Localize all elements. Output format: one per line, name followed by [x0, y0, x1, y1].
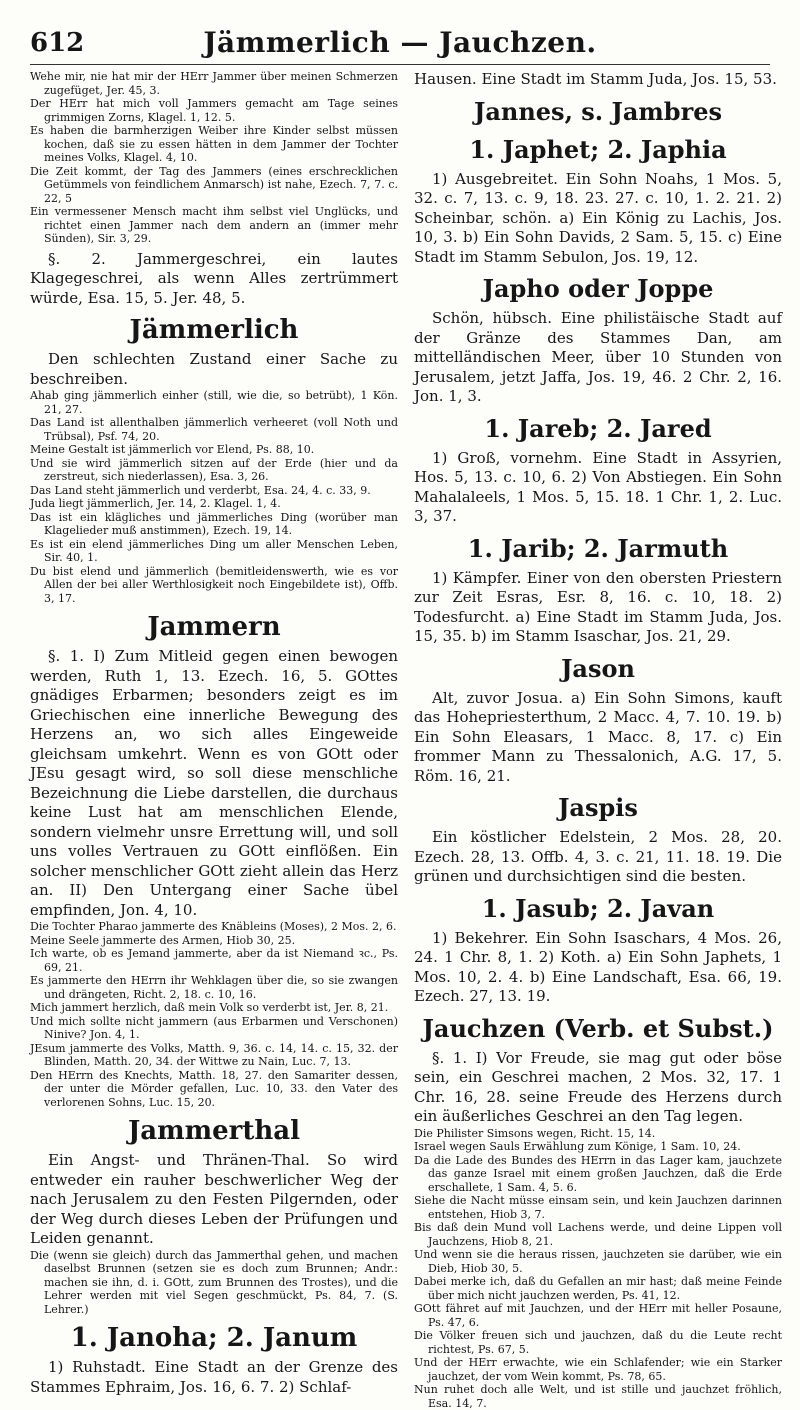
- citation-line: JEsum jammerte des Volks, Matth. 9, 36. c. 14, 14. c. 15, 32. der Blinden, Matth. 20, 34. der Wittwe zu Nain, Luc. 7, 13.: [30, 1042, 398, 1069]
- citation-line: Siehe die Nacht müsse einsam sein, und kein Jauchzen darinnen entstehen, Hiob 3, 7.: [414, 1194, 782, 1221]
- entry-heading-jammern: Jammern: [30, 611, 398, 643]
- entry-paragraph: 1) Kämpfer. Einer von den obersten Priestern zur Zeit Esras, Esr. 8, 16. c. 10, 18. 2) Todesfurcht. a) Eine Stadt im Stamm Juda, Jos. 15, 35. b) im Stamm Isaschar, Jos. 21, 29.: [414, 569, 782, 647]
- citation-line: GOtt fähret auf mit Jauchzen, und der HErr mit heller Posaune, Ps. 47, 6.: [414, 1302, 782, 1329]
- running-title: Jämmerlich — Jauchzen.: [150, 26, 650, 59]
- citation-line: Den HErrn des Knechts, Matth. 18, 27. den Samariter dessen, der unter die Mörder gefallen, Luc. 10, 33. den Vater des verlorenen Sohns, Luc. 15, 20.: [30, 1069, 398, 1110]
- entry-paragraph: 1) Groß, vornehm. Eine Stadt in Assyrien, Hos. 5, 13. c. 10, 6. 2) Von Abstiegen. Ein Sohn Mahalaleels, 1 Mos. 5, 15. 18. 1 Chr. 1, 2. Luc. 3, 37.: [414, 449, 782, 527]
- entry-paragraph: 1) Bekehrer. Ein Sohn Isaschars, 4 Mos. 26, 24. 1 Chr. 8, 1. 2) Koth. a) Ein Sohn Japhets, 1 Mos. 10, 2. 4. b) Eine Landschaft, Esa. 66, 19. Ezech. 27, 13. 19.: [414, 929, 782, 1007]
- entry-paragraph: Alt, zuvor Josua. a) Ein Sohn Simons, kauft das Hohepriesterthum, 2 Macc. 4, 7. 10. 19. b) Ein Sohn Eleasars, 1 Macc. 8, 17. c) Ein frommer Mann zu Thessalonich, A.G. 17, 5. Röm. 16, 21.: [414, 689, 782, 787]
- entry-paragraph: §. 1. I) Zum Mitleid gegen einen bewogen werden, Ruth 1, 13. Ezech. 16, 5. GOttes gnädiges Erbarmen; besonders zeigt es im Griechischen eine innerliche Bewegung des Herzens an, wo sich alles Eingeweide gleichsam umkehrt. Wenn es von GOtt oder JEsu gesagt wird, so soll diese menschliche Bezeichnung die Liebe darstellen, die durchaus keine Lust hat am menschlichen Elende, sondern vielmehr unsre Errettung will, und soll uns volles Vertrauen zu GOtt einflößen. Ein solcher menschlicher GOtt zieht allein das Herz an. II) Den Untergang einer Sache übel empfinden, Jon. 4, 10.: [30, 647, 398, 920]
- paragraph-jammergeschrei: §. 2. Jammergeschrei, ein lautes Klagegeschrei, als wenn Alles zertrümmert würde, Esa. 15, 5. Jer. 48, 5.: [30, 250, 398, 309]
- entry-paragraph: 1) Ausgebreitet. Ein Sohn Noahs, 1 Mos. 5, 32. c. 7, 13. c. 9, 18. 23. 27. c. 10, 1. 2. 21. 2) Scheinbar, schön. a) Ein König zu Lachis, Jos. 10, 3. b) Ein Sohn Davids, 2 Sam. 5, 15. c) Eine Stadt im Stamm Sebulon, Jos. 19, 12.: [414, 170, 782, 268]
- citation-line: Juda liegt jämmerlich, Jer. 14, 2. Klagel. 1, 4.: [30, 497, 398, 511]
- entry-heading-jammerthal: Jammerthal: [30, 1115, 398, 1147]
- citation-line: Und sie wird jämmerlich sitzen auf der Erde (hier und da zerstreut, sich niederlassen), Esa. 3, 26.: [30, 457, 398, 484]
- citation-line: Und mich sollte nicht jammern (aus Erbarmen und Verschonen) Ninive? Jon. 4, 1.: [30, 1015, 398, 1042]
- entry-heading-japho: Japho oder Joppe: [414, 273, 782, 305]
- continued-paragraph: Hausen. Eine Stadt im Stamm Juda, Jos. 15, 53.: [414, 70, 782, 90]
- entry-heading-janoha: 1. Janoha; 2. Janum: [30, 1322, 398, 1354]
- citation-line: Das Land ist allenthalben jämmerlich verheeret (voll Noth und Trübsal), Psf. 74, 20.: [30, 416, 398, 443]
- entry-heading-jaemmerlich: Jämmerlich: [30, 314, 398, 346]
- citation-list: [30, 389, 398, 605]
- entry-heading-japhet: 1. Japhet; 2. Japhia: [414, 134, 782, 166]
- citation-list: [414, 1127, 782, 1410]
- entry-heading-jareb: 1. Jareb; 2. Jared: [414, 413, 782, 445]
- intro-quotes: [30, 70, 398, 246]
- citation-line: Die Tochter Pharao jammerte des Knäbleins (Moses), 2 Mos. 2, 6.: [30, 920, 398, 934]
- entry-paragraph: §. 1. I) Vor Freude, sie mag gut oder böse sein, ein Geschrei machen, 2 Mos. 32, 17. 1 Chr. 16, 28. seine Freude des Herzens durch ein äußerliches Geschrei an den Tag legen.: [414, 1049, 782, 1127]
- entry-heading-jaspis: Jaspis: [414, 792, 782, 824]
- citation-line: Nun ruhet doch alle Welt, und ist stille und jauchzet fröhlich, Esa. 14, 7.: [414, 1383, 782, 1410]
- citation-line: Da die Lade des Bundes des HErrn in das Lager kam, jauchzete das ganze Israel mit einem großen Jauchzen, daß die Erde erschallete, 1 Sam. 4, 5. 6.: [414, 1154, 782, 1195]
- citation-line: Die Philister Simsons wegen, Richt. 15, 14.: [414, 1127, 782, 1141]
- citation-line: Dabei merke ich, daß du Gefallen an mir hast; daß meine Feinde über mich nicht jauchzen werden, Ps. 41, 12.: [414, 1275, 782, 1302]
- citation-line: Es ist ein elend jämmerliches Ding um aller Menschen Leben, Sir. 40, 1.: [30, 538, 398, 565]
- citation-line: Die Völker freuen sich und jauchzen, daß du die Leute recht richtest, Ps. 67, 5.: [414, 1329, 782, 1356]
- citation-line: Meine Seele jammerte des Armen, Hiob 30, 25.: [30, 934, 398, 948]
- entry-paragraph: Schön, hübsch. Eine philistäische Stadt auf der Gränze des Stammes Dan, am mittelländischen Meer, über 10 Stunden von Jerusalem, jetzt Jaffa, Jos. 19, 46. 2 Chr. 2, 16. Jon. 1, 3.: [414, 309, 782, 407]
- left-column: [30, 70, 398, 1275]
- entry-paragraph: Ein Angst- und Thränen-Thal. So wird entweder ein rauher beschwerlicher Weg der nach Jerusalem zu den Festen Pilgernden, oder der Weg durch dieses Leben der Prüfungen und Leiden genannt.: [30, 1151, 398, 1249]
- citation-line: Das ist ein klägliches und jämmerliches Ding (worüber man Klagelieder muß anstimmen), Ezech. 19, 14.: [30, 511, 398, 538]
- entry-heading-jason: Jason: [414, 653, 782, 685]
- quote-line: Ein vermessener Mensch macht ihm selbst viel Unglücks, und richtet einen Jammer nach dem andern an (immer mehr Sünden), Sir. 3, 29.: [30, 205, 398, 246]
- citation-list: [30, 920, 398, 1109]
- citation-line: Ahab ging jämmerlich einher (still, wie die, so betrübt), 1 Kön. 21, 27.: [30, 389, 398, 416]
- entry-definition: Den schlechten Zustand einer Sache zu beschreiben.: [30, 350, 398, 389]
- citation-line: Die (wenn sie gleich) durch das Jammerthal gehen, und machen daselbst Brunnen (setzen sie es doch zum Brunnen; Andr.: machen sie ihn, d. i. GOtt, zum Brunnen des Trostes), und die Lehrer werden mit viel Segen geschmückt, Ps. 84, 7. (S. Lehrer.): [30, 1249, 398, 1317]
- citation-list: [30, 1249, 398, 1317]
- citation-line: Mich jammert herzlich, daß mein Volk so verderbt ist, Jer. 8, 21.: [30, 1001, 398, 1015]
- quote-line: Der HErr hat mich voll Jammers gemacht am Tage seines grimmigen Zorns, Klagel. 1, 12. 5.: [30, 97, 398, 124]
- header-rule: [30, 64, 770, 65]
- entry-heading-jauchzen: Jauchzen (Verb. et Subst.): [414, 1013, 782, 1045]
- entry-heading-jasub: 1. Jasub; 2. Javan: [414, 893, 782, 925]
- citation-line: Ich warte, ob es Jemand jammerte, aber da ist Niemand ꝛc., Ps. 69, 21.: [30, 947, 398, 974]
- citation-line: Israel wegen Sauls Erwählung zum Könige, 1 Sam. 10, 24.: [414, 1140, 782, 1154]
- citation-line: Du bist elend und jämmerlich (bemitleidenswerth, wie es vor Allen der bei aller Werthlosigkeit noch Eingebildete ist), Offb. 3, 17.: [30, 565, 398, 606]
- citation-line: Bis daß dein Mund voll Lachens werde, und deine Lippen voll Jauchzens, Hiob 8, 21.: [414, 1221, 782, 1248]
- entry-heading-jarib: 1. Jarib; 2. Jarmuth: [414, 533, 782, 565]
- right-column: [414, 70, 782, 870]
- entry-heading-jannes: Jannes, s. Jambres: [414, 96, 782, 128]
- citation-line: Das Land steht jämmerlich und verderbt, Esa. 24, 4. c. 33, 9.: [30, 484, 398, 498]
- citation-line: Meine Gestalt ist jämmerlich vor Elend, Ps. 88, 10.: [30, 443, 398, 457]
- quote-line: Wehe mir, nie hat mir der HErr Jammer über meinen Schmerzen zugefüget, Jer. 45, 3.: [30, 70, 398, 97]
- entry-paragraph: Ein köstlicher Edelstein, 2 Mos. 28, 20. Ezech. 28, 13. Offb. 4, 3. c. 21, 11. 18. 19. Die grünen und durchsichtigen sind die besten.: [414, 828, 782, 887]
- quote-line: Die Zeit kommt, der Tag des Jammers (eines erschrecklichen Getümmels von feindlichem Anmarsch) ist nahe, Ezech. 7, 7. c. 22, 5: [30, 165, 398, 206]
- citation-line: Und der HErr erwachte, wie ein Schlafender; wie ein Starker jauchzet, der vom Wein kommt, Ps. 78, 65.: [414, 1356, 782, 1383]
- entry-paragraph: 1) Ruhstadt. Eine Stadt an der Grenze des Stammes Ephraim, Jos. 16, 6. 7. 2) Schlaf-: [30, 1358, 398, 1397]
- citation-line: Es jammerte den HErrn ihr Wehklagen über die, so sie zwangen und drängeten, Richt. 2, 18. c. 10, 16.: [30, 974, 398, 1001]
- page-number: 612: [30, 28, 84, 58]
- page-header: [30, 20, 770, 66]
- citation-line: Und wenn sie die heraus rissen, jauchzeten sie darüber, wie ein Dieb, Hiob 30, 5.: [414, 1248, 782, 1275]
- quote-line: Es haben die barmherzigen Weiber ihre Kinder selbst müssen kochen, daß sie zu essen hätten in dem Jammer der Tochter meines Volks, Klagel. 4, 10.: [30, 124, 398, 165]
